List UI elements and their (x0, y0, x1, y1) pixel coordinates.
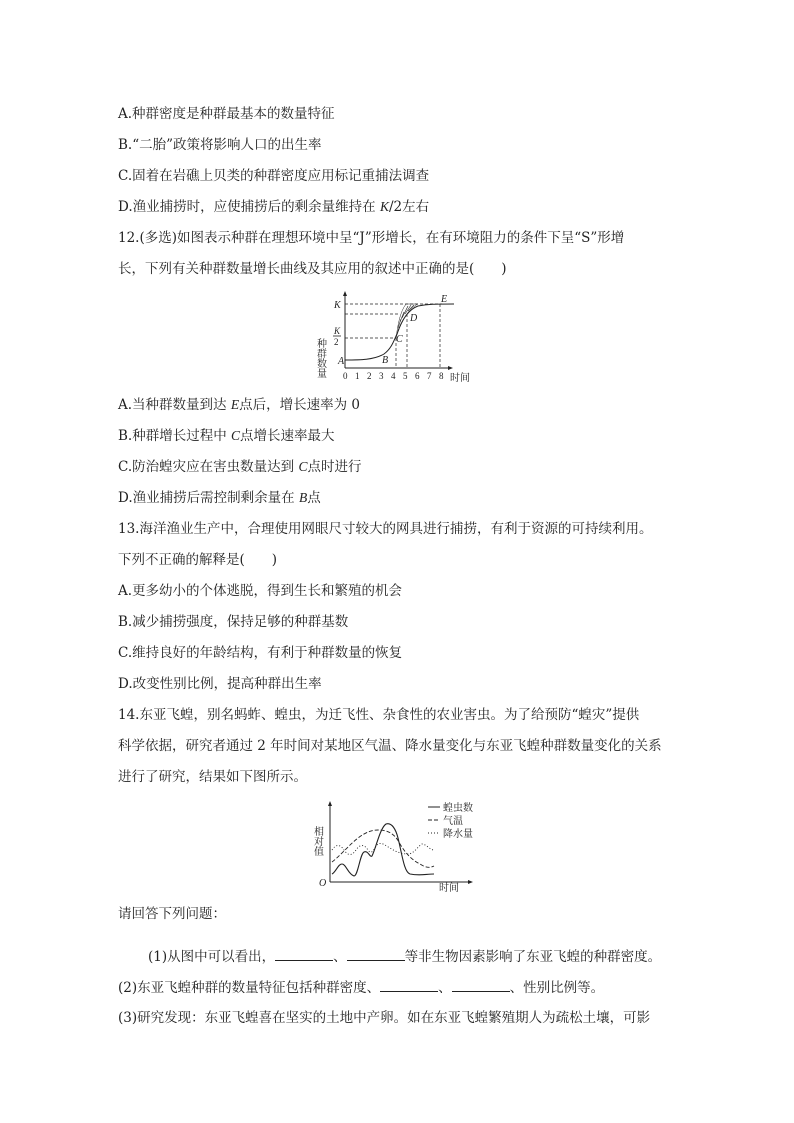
fig2-temperature-line (332, 830, 434, 867)
locust-climate-figure (310, 798, 490, 894)
fig1-xtick: 0 (343, 371, 348, 381)
q14-sub2-text: (2)东亚飞蝗种群的数量特征包括种群密度、 (118, 980, 381, 996)
q12-d-var: B (298, 490, 308, 505)
fig1-x-arrow (448, 366, 453, 370)
q14-sub3: (3)研究发现：东亚飞蝗喜在坚实的土地中产卵。如在东亚飞蝗繁殖期人为疏松土壤，可影 (118, 1010, 651, 1026)
fig2-rainfall-line (332, 843, 434, 854)
fig1-xtick: 4 (391, 371, 396, 381)
q14-sub1-text: (1)从图中可以看出， (148, 949, 276, 965)
fig2-ylabel: 相对值 (311, 826, 323, 856)
q14-stem-line3: 进行了研究，结果如下图所示。 (118, 769, 307, 785)
fig1-xtick: 6 (415, 371, 420, 381)
fig1-xtick: 1 (355, 371, 360, 381)
population-growth-figure (312, 288, 482, 388)
fig1-point-c: C (396, 334, 403, 345)
q12-c-text: C.防治蝗灾应在害虫数量达到 (118, 459, 295, 475)
fig1-xtick: 2 (367, 371, 372, 381)
q12-stem-line2: 长，下列有关种群数量增长曲线及其应用的叙述中正确的是( ) (118, 261, 507, 277)
fig2-locust-line (332, 824, 434, 876)
answer-blank[interactable] (275, 946, 333, 961)
q12-option-c (118, 457, 361, 477)
q14-sub2-sep: 、 (438, 980, 452, 996)
q12-option-d (118, 488, 321, 508)
q12-c-tail: 点时进行 (307, 459, 362, 475)
q11-option-d (118, 197, 429, 217)
q13-stem-line2: 下列不正确的解释是( ) (118, 552, 278, 568)
answer-blank[interactable] (347, 946, 405, 961)
q14-sub2-tail: 、性别比例等。 (509, 980, 605, 996)
fig1-xtick: 5 (403, 371, 408, 381)
q12-d-tail: 点 (307, 490, 321, 506)
q12-b-var: C (231, 428, 241, 443)
q12-b-tail: 点增长速率最大 (240, 428, 335, 444)
fig2-origin: O (319, 878, 327, 889)
q13-option-a: A.更多幼小的个体逃脱，得到生长和繁殖的机会 (118, 583, 403, 599)
fig1-y-arrow (343, 291, 347, 296)
fig1-ylabel: 种群数量 (314, 338, 326, 378)
q12-b-text: B.种群增长过程中 (118, 428, 227, 444)
fig2-legend-temperature: 气温 (443, 816, 463, 827)
fig2-xlabel: 时间 (439, 883, 459, 894)
fig1-k-half-den: 2 (334, 337, 339, 347)
q12-a-text: A.当种群数量到达 (118, 397, 227, 413)
fig1-xtick: 3 (379, 371, 384, 381)
q12-a-var: E (230, 397, 240, 412)
q14-sub1-sep: 、 (333, 949, 347, 965)
fig1-s-curve (345, 304, 454, 360)
fig2-x-arrow (468, 880, 473, 884)
q11-option-d-tail: /2左右 (388, 199, 430, 215)
q14-sub1-tail: 等非生物因素影响了东亚飞蝗的种群密度。 (404, 949, 662, 965)
q13-option-c: C.维持良好的年龄结构，有利于种群数量的恢复 (118, 645, 403, 661)
q12-stem-line1: 12.(多选)如图表示种群在理想环境中呈“J”形增长，在有环境阻力的条件下呈“S”形增 (118, 230, 625, 246)
q11-option-a: A.种群密度是种群最基本的数量特征 (118, 106, 335, 122)
q12-option-a (118, 395, 360, 415)
q12-option-b (118, 426, 335, 446)
q12-d-text: D.渔业捕捞后需控制剩余量在 (118, 490, 295, 506)
answer-blank[interactable] (380, 977, 438, 992)
q11-option-c: C.固着在岩礁上贝类的种群密度应用标记重捕法调查 (118, 168, 430, 184)
answer-blank[interactable] (452, 977, 510, 992)
fig1-point-b: B (382, 355, 389, 366)
fig1-xticks (343, 371, 444, 381)
q14-stem-line1: 14.东亚飞蝗，别名蚂蚱、蝗虫，为迁飞性、杂食性的农业害虫。为了给预防“蝗灾”提供 (118, 707, 640, 723)
q12-c-var: C (298, 459, 308, 474)
q13-option-b: B.减少捕捞强度，保持足够的种群基数 (118, 614, 349, 630)
q13-stem-line1: 13.海洋渔业生产中，合理使用网眼尺寸较大的网具进行捕捞，有利于资源的可持续利用。 (118, 521, 653, 537)
fig2-legend-rainfall: 降水量 (443, 829, 473, 840)
q14-stem-line2: 科学依据，研究者通过 2 年时间对某地区气温、降水量变化与东亚飞蝗种群数量变化的关系 (118, 738, 662, 754)
q14-sub2 (118, 977, 604, 998)
q13-option-d: D.改变性别比例，提高种群出生率 (118, 676, 322, 692)
q14-prompt: 请回答下列问题： (118, 906, 226, 922)
fig1-point-a: A (338, 356, 345, 367)
fig1-k-half-num: K (334, 326, 341, 336)
fig1-xtick: 8 (439, 371, 444, 381)
k-variable: K (379, 199, 389, 214)
q14-sub1 (148, 946, 661, 967)
fig2-legend-locust: 蝗虫数 (443, 803, 473, 814)
q12-a-tail: 点后，增长速率为 0 (239, 397, 360, 413)
q11-option-d-text: D.渔业捕捞时，应使捕捞后的剩余量维持在 (118, 199, 376, 215)
q11-option-b: B.“二胎”政策将影响人口的出生率 (118, 137, 322, 153)
fig1-point-d: D (410, 313, 418, 324)
fig2-y-arrow (328, 801, 332, 806)
fig1-k-label: K (334, 300, 341, 311)
fig1-xlabel: 时间 (450, 373, 470, 384)
fig1-point-e: E (441, 294, 448, 305)
fig1-xtick: 7 (427, 371, 432, 381)
